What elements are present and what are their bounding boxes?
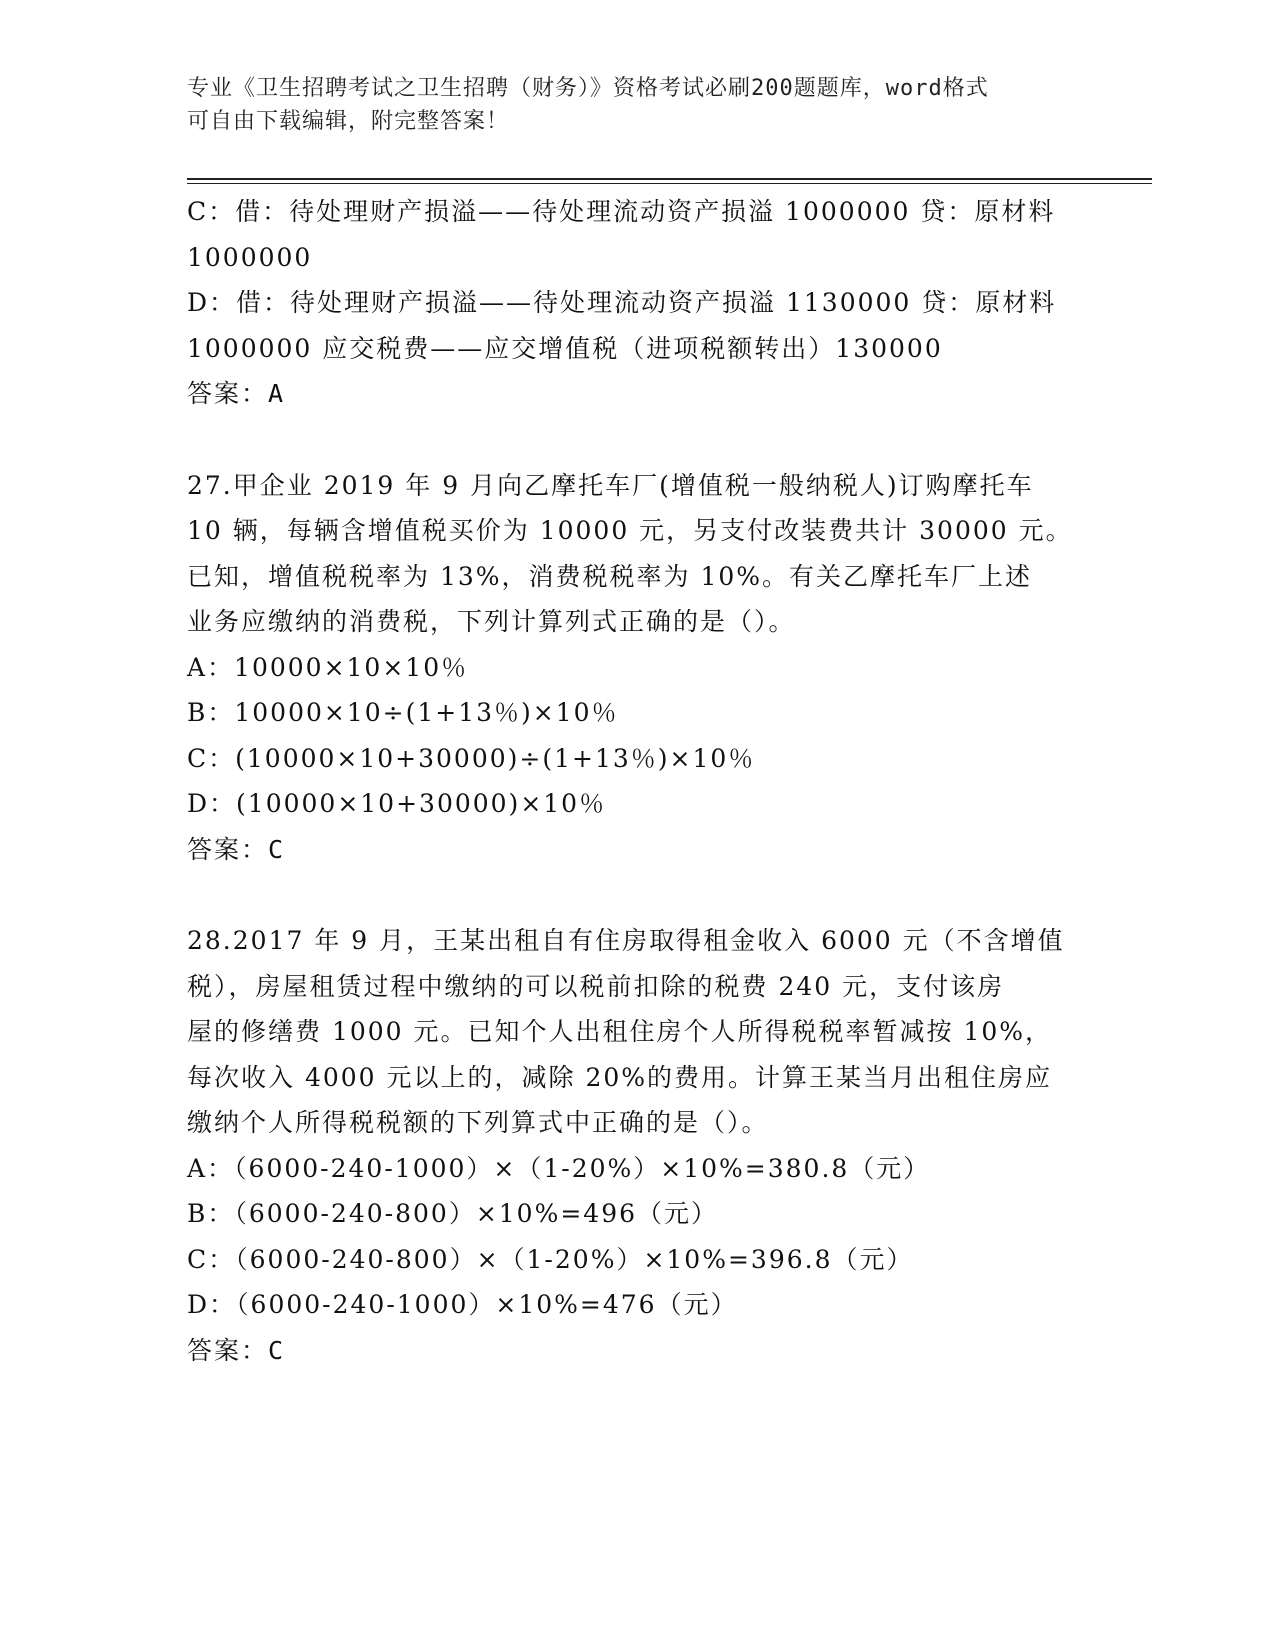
answer-28: 答案：C xyxy=(187,1335,286,1365)
option-d: D：(10000×10+30000)×10％ xyxy=(187,789,607,818)
option-c-line-2: 1000000 xyxy=(187,242,313,272)
document-body xyxy=(187,189,1087,1373)
option-d-line-1: D：借：待处理财产损溢——待处理流动资产损溢 1130000 贷：原材料 xyxy=(187,288,1057,317)
question-28 xyxy=(187,918,1087,1373)
question-stem-line: 10 辆，每辆含增值税买价为 10000 元，另支付改装费共计 30000 元。 xyxy=(187,516,1073,545)
option-d: D：（6000-240-1000）×10%=476（元） xyxy=(187,1290,738,1319)
header-line-2: 可自由下载编辑，附完整答案！ xyxy=(187,109,510,134)
option-c: C：（6000-240-800）×（1-20%）×10%=396.8（元） xyxy=(187,1244,914,1274)
answer-26: 答案：A xyxy=(187,379,286,408)
question-26-tail xyxy=(187,189,1087,417)
question-stem-line: 每次收入 4000 元以上的，减除 20%的费用。计算王某当月出租住房应 xyxy=(187,1062,1053,1092)
spacer xyxy=(187,872,1087,918)
page-header xyxy=(187,72,1067,138)
option-b: B：（6000-240-800）×10%=496（元） xyxy=(187,1199,719,1228)
question-stem-line: 已知，增值税税率为 13%，消费税税率为 10%。有关乙摩托车厂上述 xyxy=(187,561,1033,591)
option-a: A：10000×10×10％ xyxy=(187,652,469,682)
question-stem-line: 业务应缴纳的消费税，下列计算列式正确的是（）。 xyxy=(187,607,796,636)
option-b: B：10000×10÷(1+13％)×10％ xyxy=(187,698,619,727)
header-divider-thick xyxy=(187,178,1152,180)
header-line-1: 专业《卫生招聘考试之卫生招聘（财务）》资格考试必刷200题题库，word格式 xyxy=(187,76,989,101)
option-c-line-1: C：借：待处理财产损溢——待处理流动资产损溢 1000000 贷：原材料 xyxy=(187,197,1056,226)
question-27 xyxy=(187,463,1087,873)
question-stem-line: 税），房屋租赁过程中缴纳的可以税前扣除的税费 240 元，支付该房 xyxy=(187,971,1005,1001)
question-stem-line: 缴纳个人所得税税额的下列算式中正确的是（）。 xyxy=(187,1108,769,1137)
option-a: A：（6000-240-1000）×（1-20%）×10%=380.8（元） xyxy=(187,1153,931,1183)
question-stem-line: 27.甲企业 2019 年 9 月向乙摩托车厂(增值税一般纳税人)订购摩托车 xyxy=(187,470,1034,500)
option-d-line-2: 1000000 应交税费——应交增值税（进项税额转出）130000 xyxy=(187,333,943,363)
header-divider-thin xyxy=(187,183,1152,184)
question-stem-line: 28.2017 年 9 月，王某出租自有住房取得租金收入 6000 元（不含增值 xyxy=(187,926,1065,955)
question-stem-line: 屋的修缮费 1000 元。已知个人出租住房个人所得税税率暂减按 10%， xyxy=(187,1017,1053,1046)
spacer xyxy=(187,417,1087,463)
option-c: C：(10000×10+30000)÷(1+13％)×10％ xyxy=(187,743,756,773)
answer-27: 答案：C xyxy=(187,834,286,864)
